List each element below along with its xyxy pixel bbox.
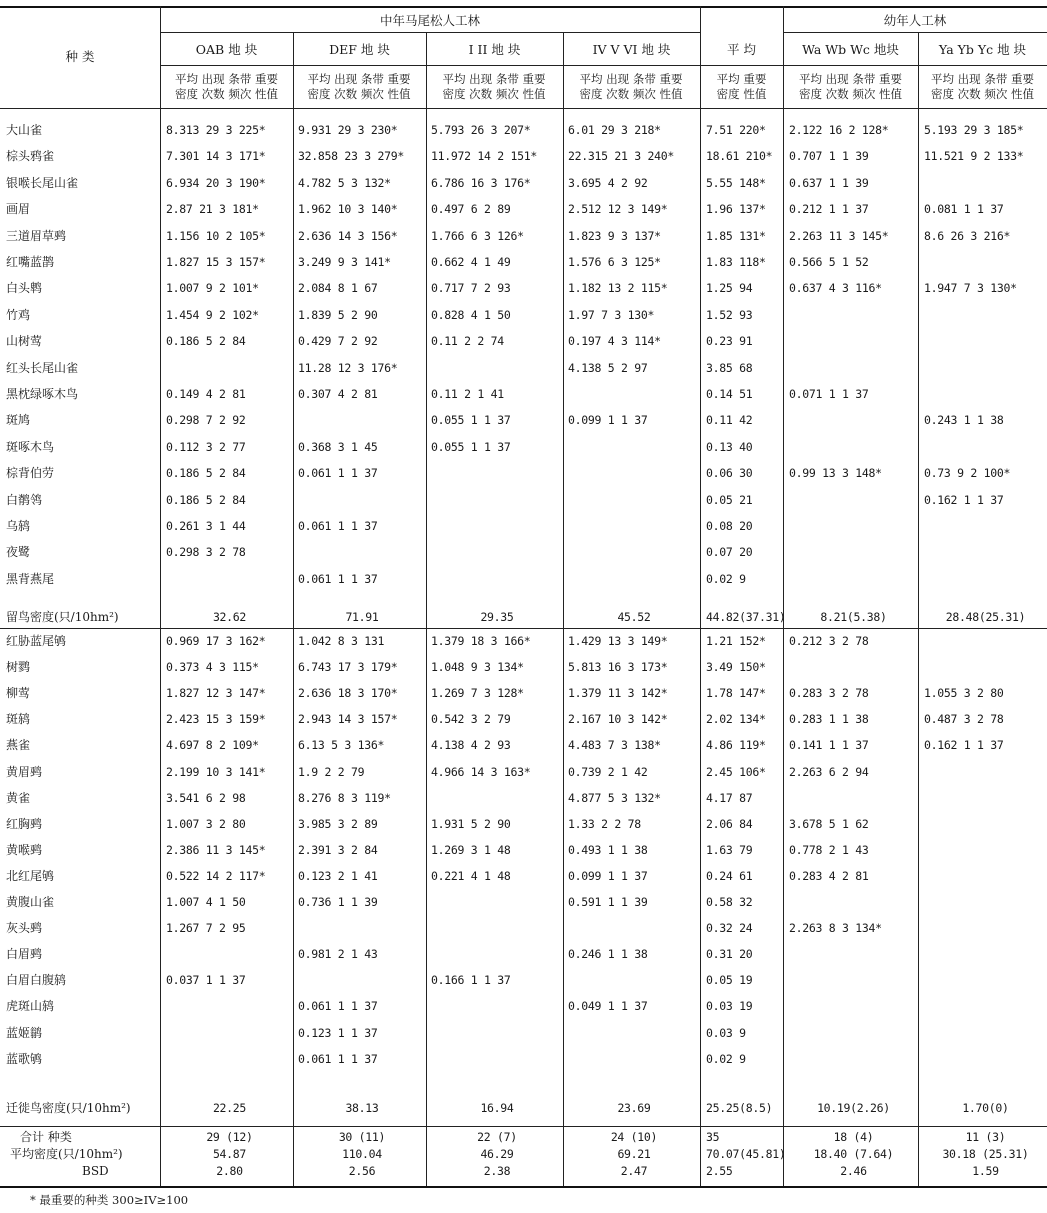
migrant-cell: 0.03 19 (706, 999, 753, 1014)
migrant-cell: 5.813 16 3 173* (568, 660, 668, 675)
totals-bsd-value: 2.80 (216, 1164, 243, 1178)
totals-bsd-value: 2.55 (706, 1164, 733, 1178)
resident-cell: 1.96 137* (706, 202, 766, 217)
migrant-cell: 0.141 1 1 37 (789, 738, 869, 753)
migrant-cell: 0.493 1 1 38 (568, 842, 648, 857)
resident-species-name: 黑枕绿啄木鸟 (6, 387, 79, 401)
migrant-cell: 1.827 12 3 147* (166, 686, 266, 701)
resident-cell: 0.717 7 2 93 (431, 281, 511, 296)
totals-species-value: 11 (3) (965, 1130, 1006, 1144)
resident-cell: 5.193 29 3 185* (924, 123, 1024, 137)
resident-species-name: 乌鸫 (6, 519, 31, 533)
migrant-cell: 0.123 1 1 37 (298, 1025, 378, 1040)
migrant-cell: 1.379 18 3 166* (431, 634, 531, 648)
migrant-cell: 1.379 11 3 142* (568, 686, 668, 701)
resident-cell: 6.786 16 3 176* (431, 175, 531, 190)
resident-cell: 5.793 26 3 207* (431, 123, 531, 137)
subheader-top-4: 平均 重要 (716, 72, 767, 86)
migrant-cell: 4.966 14 3 163* (431, 764, 531, 779)
migrant-species-name: 黄雀 (6, 790, 31, 805)
resident-cell: 0.05 21 (706, 492, 753, 507)
resident-cell: 0.11 2 2 74 (431, 334, 504, 349)
resident-species-name: 红头长尾山雀 (6, 360, 79, 375)
resident-cell: 8.6 26 3 216* (924, 228, 1011, 243)
col-line-6 (783, 6, 784, 1186)
migrant-cell: 0.283 4 2 81 (789, 868, 869, 883)
migrant-cell: 1.63 79 (706, 842, 753, 857)
migrant-cell: 0.58 32 (706, 895, 753, 909)
migrant-density-value: 1.70(0) (962, 1101, 1009, 1115)
totals-species-value: 35 (706, 1130, 720, 1144)
col-line-1 (160, 6, 161, 1186)
resident-species-name: 画眉 (6, 202, 31, 217)
migrant-cell: 1.21 152* (706, 634, 766, 648)
resident-cell: 5.55 148* (706, 175, 766, 190)
resident-cell: 0.099 1 1 37 (568, 413, 648, 428)
resident-cell: 3.85 68 (706, 360, 753, 375)
migrant-cell: 0.162 1 1 37 (924, 738, 1004, 753)
migrant-cell: 2.386 11 3 145* (166, 842, 266, 857)
resident-cell: 0.298 3 2 78 (166, 545, 246, 560)
totals-density-value: 54.87 (212, 1147, 247, 1161)
migrant-species-name: 蓝歌鸲 (6, 1051, 43, 1066)
resident-species-name: 棕头鸦雀 (6, 149, 55, 164)
migrant-cell: 3.985 3 2 89 (298, 816, 378, 831)
col-line-2 (293, 32, 294, 1186)
migrant-cell: 0.221 4 1 48 (431, 868, 511, 883)
resident-cell: 0.11 42 (706, 413, 753, 428)
migrant-cell: 1.9 2 2 79 (298, 764, 365, 779)
subheader-top-5: 平均 出现 条带 重要 (799, 72, 902, 86)
resident-cell: 0.162 1 1 37 (924, 492, 1004, 507)
migrant-density-value: 22.25 (212, 1101, 247, 1115)
resident-cell: 2.263 11 3 145* (789, 228, 889, 243)
resident-density-value: 32.62 (212, 610, 247, 624)
migrant-cell: 4.138 4 2 93 (431, 738, 511, 753)
resident-cell: 0.06 30 (706, 466, 753, 481)
group-middle-header: 中年马尾松人工林 (379, 13, 480, 28)
migrant-cell: 0.32 24 (706, 921, 753, 936)
migrant-cell: 1.007 3 2 80 (166, 816, 246, 831)
resident-cell: 3.249 9 3 141* (298, 255, 391, 269)
totals-density-value: 30.18 (25.31) (942, 1147, 1029, 1161)
subheader-bottom-1: 密度 次数 频次 性值 (307, 87, 411, 101)
col-line-7 (918, 32, 919, 1186)
migrant-cell: 1.33 2 2 78 (568, 816, 641, 831)
migrant-cell: 2.263 6 2 94 (789, 764, 869, 779)
migrant-cell: 0.166 1 1 37 (431, 973, 511, 988)
resident-cell: 1.839 5 2 90 (298, 307, 378, 322)
plot-header-iv-vi: IV V VI 地 块 (592, 42, 671, 57)
resident-cell: 1.962 10 3 140* (298, 202, 398, 217)
species-column-header: 种 类 (65, 49, 95, 64)
migrant-cell: 0.03 9 (706, 1025, 746, 1040)
resident-cell: 1.52 93 (706, 307, 753, 322)
migrant-cell: 3.541 6 2 98 (166, 790, 246, 805)
subheader-bottom-0: 密度 次数 频次 性值 (175, 87, 278, 101)
resident-cell: 0.368 3 1 45 (298, 439, 378, 454)
resident-cell: 11.28 12 3 176* (298, 360, 398, 375)
header-bottom-rule (0, 108, 1047, 109)
resident-cell: 0.197 4 3 114* (568, 334, 661, 349)
migrant-cell: 0.123 2 1 41 (298, 868, 378, 883)
migrant-cell: 4.86 119* (706, 738, 766, 753)
totals-species-label: 合计 种类 (20, 1130, 72, 1144)
resident-cell: 0.14 51 (706, 387, 753, 401)
resident-cell: 0.061 1 1 37 (298, 519, 378, 533)
resident-cell: 0.055 1 1 37 (431, 439, 511, 454)
subheader-bottom-3: 密度 次数 频次 性值 (579, 87, 683, 101)
resident-species-name: 白鹡鸰 (6, 492, 43, 507)
resident-density-value: 71.91 (345, 610, 379, 624)
subheader-top-2: 平均 出现 条带 重要 (442, 72, 546, 86)
migrant-species-name: 树鹨 (6, 660, 31, 675)
subheader-bottom-2: 密度 次数 频次 性值 (442, 87, 546, 101)
migrant-cell: 0.373 4 3 115* (166, 660, 259, 675)
resident-cell: 2.122 16 2 128* (789, 123, 889, 137)
resident-cell: 1.156 10 2 105* (166, 228, 266, 243)
resident-cell: 1.97 7 3 130* (568, 307, 655, 322)
resident-cell: 1.25 94 (706, 281, 753, 296)
resident-cell: 0.112 3 2 77 (166, 439, 246, 454)
subheader-top-0: 平均 出现 条带 重要 (175, 72, 278, 86)
subheader-top-1: 平均 出现 条带 重要 (307, 72, 411, 86)
totals-density-value: 69.21 (617, 1147, 651, 1161)
totals-bsd-value: 2.56 (348, 1164, 376, 1178)
migrant-cell: 3.49 150* (706, 660, 766, 675)
resident-cell: 0.828 4 1 50 (431, 307, 511, 322)
plot-header-wabc: Wa Wb Wc 地块 (802, 42, 899, 57)
resident-cell: 9.931 29 3 230* (298, 123, 398, 137)
group-middle-underline (160, 32, 700, 33)
totals-bsd-value: 2.47 (620, 1164, 648, 1178)
subheader-bottom-5: 密度 次数 频次 性值 (799, 87, 902, 101)
col-line-3 (426, 32, 427, 1186)
resident-cell: 0.566 5 1 52 (789, 255, 869, 269)
bottom-rule (0, 1186, 1047, 1188)
migrant-density-label: 迁徙鸟密度(只/10hm²) (6, 1101, 131, 1115)
migrant-cell: 4.17 87 (706, 790, 753, 805)
subheader-bottom-6: 密度 次数 频次 性值 (931, 87, 1034, 101)
totals-bsd-value: 1.59 (972, 1164, 999, 1178)
resident-cell: 18.61 210* (706, 149, 773, 164)
resident-species-name: 棕背伯劳 (6, 466, 55, 481)
resident-species-name: 斑鸠 (6, 413, 31, 428)
migrant-cell: 2.06 84 (706, 816, 753, 831)
footnote: * 最重要的种类 300≥IV≥100 (30, 1193, 189, 1207)
migrant-species-name: 虎斑山鸫 (6, 999, 55, 1014)
migrant-species-name: 红胁蓝尾鸲 (6, 634, 67, 648)
top-rule (0, 6, 1047, 8)
resident-cell: 0.497 6 2 89 (431, 202, 511, 217)
totals-species-value: 30 (11) (338, 1130, 386, 1144)
subheader-top-3: 平均 出现 条带 重要 (579, 72, 683, 86)
resident-cell: 0.261 3 1 44 (166, 519, 246, 533)
migrant-cell: 6.743 17 3 179* (298, 660, 398, 675)
resident-cell: 0.637 4 3 116* (789, 281, 882, 296)
resident-density-value: 44.82(37.31) (706, 610, 786, 624)
resident-cell: 7.301 14 3 171* (166, 149, 266, 164)
totals-species-value: 24 (10) (610, 1130, 658, 1144)
resident-cell: 0.11 2 1 41 (431, 387, 504, 401)
resident-cell: 0.186 5 2 84 (166, 466, 246, 481)
migrant-cell: 0.522 14 2 117* (166, 868, 266, 883)
migrant-species-name: 北红尾鸲 (6, 868, 55, 883)
migrant-cell: 0.246 1 1 38 (568, 947, 648, 962)
col-line-4 (563, 32, 564, 1186)
col-line-5 (700, 6, 701, 1186)
resident-cell: 0.99 13 3 148* (789, 466, 882, 481)
resident-cell: 0.13 40 (706, 439, 753, 454)
resident-density-label: 留鸟密度(只/10hm²) (6, 610, 119, 624)
migrant-cell: 0.981 2 1 43 (298, 947, 378, 962)
resident-cell: 0.23 91 (706, 334, 753, 349)
resident-species-name: 大山雀 (6, 123, 43, 137)
migrant-cell: 0.061 1 1 37 (298, 999, 378, 1014)
migrant-species-name: 黄喉鹀 (6, 842, 43, 857)
migrant-cell: 1.269 3 1 48 (431, 842, 511, 857)
resident-cell: 0.08 20 (706, 519, 753, 533)
resident-cell: 1.83 118* (706, 255, 766, 269)
migrant-species-name: 白眉鹀 (6, 947, 43, 962)
resident-cell: 22.315 21 3 240* (568, 149, 674, 164)
migrant-density-value: 16.94 (480, 1101, 514, 1115)
resident-cell: 6.01 29 3 218* (568, 123, 661, 137)
migrant-cell: 3.678 5 1 62 (789, 816, 869, 831)
resident-cell: 1.827 15 3 157* (166, 255, 266, 269)
resident-cell: 6.934 20 3 190* (166, 175, 266, 190)
migrant-cell: 2.391 3 2 84 (298, 842, 378, 857)
totals-density-label: 平均密度(只/10hm²) (10, 1147, 123, 1161)
resident-cell: 0.07 20 (706, 545, 753, 560)
migrant-cell: 0.283 1 1 38 (789, 712, 869, 727)
migrant-cell: 1.048 9 3 134* (431, 660, 524, 675)
migrant-cell: 0.283 3 2 78 (789, 686, 869, 701)
resident-density-value: 45.52 (617, 610, 651, 624)
migrant-cell: 1.931 5 2 90 (431, 816, 511, 831)
totals-density-value: 18.40 (7.64) (813, 1147, 894, 1161)
resident-cell: 0.637 1 1 39 (789, 175, 869, 190)
migrant-density-value: 10.19(2.26) (817, 1101, 890, 1115)
resident-cell: 0.02 9 (706, 571, 746, 586)
plot-header-average: 平 均 (727, 42, 756, 57)
resident-cell: 4.782 5 3 132* (298, 175, 391, 190)
resident-cell: 0.212 1 1 37 (789, 202, 869, 217)
resident-cell: 0.061 1 1 37 (298, 571, 378, 586)
migrant-cell: 1.78 147* (706, 686, 766, 701)
migrant-species-name: 燕雀 (6, 738, 31, 753)
migrant-cell: 0.061 1 1 37 (298, 1051, 378, 1066)
migrant-cell: 0.591 1 1 39 (568, 895, 648, 909)
group-young-header: 幼年人工林 (883, 13, 947, 28)
totals-density-value: 110.04 (342, 1147, 382, 1161)
migrant-cell: 0.212 3 2 78 (789, 634, 869, 648)
resident-density-value: 28.48(25.31) (945, 610, 1026, 624)
migrant-cell: 0.037 1 1 37 (166, 973, 246, 988)
resident-cell: 0.707 1 1 39 (789, 149, 869, 164)
migrant-cell: 1.267 7 2 95 (166, 921, 246, 936)
migrant-cell: 6.13 5 3 136* (298, 738, 385, 753)
resident-cell: 1.85 131* (706, 228, 766, 243)
migrant-cell: 1.429 13 3 149* (568, 634, 668, 648)
resident-cell: 0.061 1 1 37 (298, 466, 378, 481)
resident-density-value: 8.21(5.38) (820, 610, 887, 624)
resident-cell: 0.298 7 2 92 (166, 413, 246, 428)
migrant-cell: 0.542 3 2 79 (431, 712, 511, 727)
migrant-cell: 0.739 2 1 42 (568, 764, 648, 779)
migrant-cell: 2.167 10 3 142* (568, 712, 668, 727)
resident-cell: 0.73 9 2 100* (924, 466, 1011, 481)
migrant-cell: 2.423 15 3 159* (166, 712, 266, 727)
migrant-species-name: 红胸鹀 (6, 816, 43, 831)
resident-cell: 0.081 1 1 37 (924, 202, 1004, 217)
migrant-cell: 2.636 18 3 170* (298, 686, 398, 701)
migrant-cell: 2.199 10 3 141* (166, 764, 266, 779)
resident-cell: 1.454 9 2 102* (166, 307, 259, 322)
migrant-cell: 2.02 134* (706, 712, 766, 727)
resident-cell: 2.512 12 3 149* (568, 202, 668, 217)
resident-cell: 2.87 21 3 181* (166, 202, 259, 217)
totals-bsd-label: BSD (82, 1164, 109, 1178)
resident-cell: 2.636 14 3 156* (298, 228, 398, 243)
migrant-cell: 0.736 1 1 39 (298, 895, 378, 909)
resident-cell: 8.313 29 3 225* (166, 123, 266, 137)
migrant-density-value: 23.69 (617, 1101, 651, 1115)
resident-cell: 0.186 5 2 84 (166, 492, 246, 507)
resident-cell: 3.695 4 2 92 (568, 175, 648, 190)
plot-header-oab: OAB 地 块 (195, 42, 258, 57)
migrant-cell: 2.45 106* (706, 764, 766, 779)
resident-cell: 1.182 13 2 115* (568, 281, 668, 296)
resident-cell: 0.429 7 2 92 (298, 334, 378, 349)
migrant-species-name: 灰头鹀 (6, 921, 43, 936)
migrant-cell: 0.049 1 1 37 (568, 999, 648, 1014)
migrant-cell: 0.969 17 3 162* (166, 634, 266, 648)
migrant-species-name: 白眉白腹鸫 (6, 973, 67, 988)
migrant-cell: 4.697 8 2 109* (166, 738, 259, 753)
migrant-cell: 1.007 4 1 50 (166, 895, 246, 909)
migrant-cell: 1.055 3 2 80 (924, 686, 1004, 701)
migrant-species-name: 黄腹山雀 (6, 895, 55, 909)
migrant-species-name: 斑鸫 (6, 712, 31, 727)
resident-density-rule (0, 628, 1047, 629)
migrant-cell: 4.877 5 3 132* (568, 790, 661, 805)
resident-cell: 1.823 9 3 137* (568, 228, 661, 243)
totals-species-value: 22 (7) (477, 1130, 517, 1144)
migrant-cell: 0.24 61 (706, 868, 753, 883)
migrant-cell: 0.487 3 2 78 (924, 712, 1004, 727)
plot-header-yabc: Ya Yb Yc 地 块 (938, 42, 1027, 57)
migrant-cell: 0.05 19 (706, 973, 753, 988)
subheader-top-6: 平均 出现 条带 重要 (931, 72, 1034, 86)
migrant-species-name: 柳莺 (6, 686, 31, 701)
resident-cell: 0.055 1 1 37 (431, 413, 511, 428)
resident-cell: 1.766 6 3 126* (431, 228, 524, 243)
resident-cell: 0.149 4 2 81 (166, 387, 246, 401)
totals-species-value: 18 (4) (833, 1130, 874, 1144)
resident-species-name: 银喉长尾山雀 (6, 175, 79, 190)
resident-cell: 1.576 6 3 125* (568, 255, 661, 269)
resident-cell: 0.071 1 1 37 (789, 387, 869, 401)
migrant-cell: 0.02 9 (706, 1051, 746, 1066)
totals-rule (0, 1126, 1047, 1127)
migrant-cell: 8.276 8 3 119* (298, 790, 391, 805)
resident-species-name: 三道眉草鹀 (6, 228, 67, 243)
totals-species-value: 29 (12) (206, 1130, 253, 1144)
migrant-density-value: 38.13 (345, 1101, 379, 1115)
totals-bsd-value: 2.46 (840, 1164, 867, 1178)
resident-species-name: 红嘴蓝鹊 (6, 255, 55, 269)
migrant-cell: 2.263 8 3 134* (789, 921, 882, 936)
migrant-species-name: 黄眉鹀 (6, 764, 43, 779)
resident-cell: 0.662 4 1 49 (431, 255, 511, 269)
resident-cell: 0.307 4 2 81 (298, 387, 378, 401)
plot-header-i-ii: I II 地 块 (468, 42, 521, 57)
totals-bsd-value: 2.38 (483, 1164, 511, 1178)
resident-cell: 11.972 14 2 151* (431, 149, 537, 164)
migrant-cell: 1.042 8 3 131 (298, 634, 385, 648)
resident-species-name: 竹鸡 (6, 307, 31, 322)
subheader-bottom-4: 密度 性值 (716, 87, 767, 101)
resident-cell: 1.007 9 2 101* (166, 281, 259, 296)
totals-density-value: 46.29 (480, 1147, 514, 1161)
resident-cell: 4.138 5 2 97 (568, 360, 648, 375)
migrant-cell: 2.943 14 3 157* (298, 712, 398, 727)
migrant-species-name: 蓝姬鹟 (6, 1025, 43, 1040)
totals-density-value: 70.07(45.81) (706, 1147, 786, 1161)
migrant-cell: 0.31 20 (706, 947, 753, 962)
migrant-cell: 0.778 2 1 43 (789, 842, 869, 857)
migrant-density-value: 25.25(8.5) (706, 1101, 773, 1115)
resident-species-name: 夜鹭 (6, 545, 31, 560)
resident-cell: 2.084 8 1 67 (298, 281, 378, 296)
plot-header-def: DEF 地 块 (329, 42, 390, 57)
group-young-underline (783, 32, 1047, 33)
resident-species-name: 黑背燕尾 (6, 571, 55, 586)
resident-species-name: 白头鹎 (6, 281, 43, 296)
resident-species-name: 山树莺 (6, 334, 43, 349)
resident-cell: 11.521 9 2 133* (924, 149, 1024, 164)
resident-density-value: 29.35 (480, 610, 514, 624)
resident-cell: 32.858 23 3 279* (298, 149, 404, 164)
resident-species-name: 斑啄木鸟 (6, 439, 55, 454)
migrant-cell: 4.483 7 3 138* (568, 738, 661, 753)
migrant-cell: 0.099 1 1 37 (568, 868, 648, 883)
resident-cell: 0.186 5 2 84 (166, 334, 246, 349)
resident-cell: 0.243 1 1 38 (924, 413, 1004, 428)
resident-cell: 1.947 7 3 130* (924, 281, 1017, 296)
resident-cell: 7.51 220* (706, 123, 766, 137)
migrant-cell: 1.269 7 3 128* (431, 686, 524, 701)
